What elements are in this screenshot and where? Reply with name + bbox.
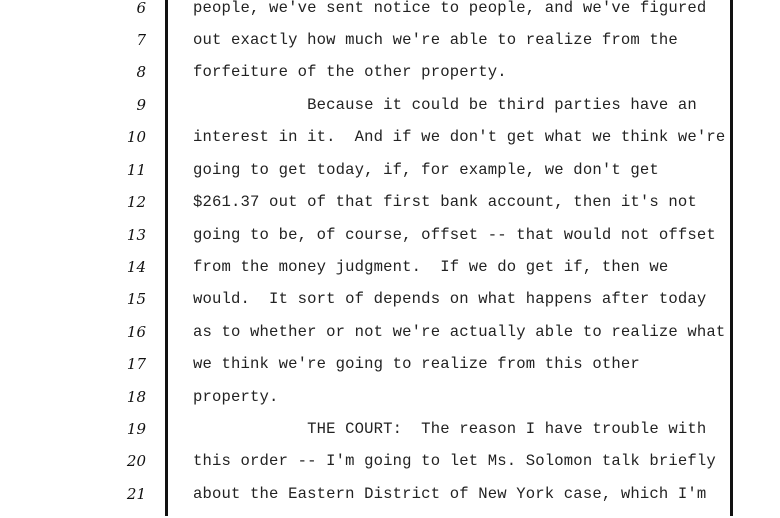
transcript-line <box>0 453 780 485</box>
line-text: about the Eastern District of New York case, which I'm <box>193 485 707 503</box>
transcript-line <box>0 227 780 259</box>
line-text: interest in it. And if we don't get what we think we're <box>193 128 726 146</box>
transcript-line <box>0 291 780 323</box>
line-number: 13 <box>126 226 146 244</box>
transcript-line <box>0 389 780 421</box>
transcript-line <box>0 324 780 356</box>
line-number: 15 <box>126 290 146 308</box>
line-text: Because it could be third parties have an <box>193 96 697 114</box>
transcript-line <box>0 97 780 129</box>
line-number: 17 <box>126 355 146 373</box>
transcript-line <box>0 486 780 518</box>
line-number: 9 <box>136 96 146 114</box>
line-number: 12 <box>126 193 146 211</box>
line-text: people, we've sent notice to people, and we've figured <box>193 0 707 17</box>
line-number: 6 <box>136 0 146 17</box>
line-number: 14 <box>126 258 146 276</box>
transcript-line <box>0 259 780 291</box>
line-text: THE COURT: The reason I have trouble with <box>193 420 707 438</box>
line-text: this order -- I'm going to let Ms. Solomon talk briefly <box>193 452 716 470</box>
line-number: 10 <box>126 128 146 146</box>
transcript-line <box>0 356 780 388</box>
transcript-line <box>0 162 780 194</box>
line-text: as to whether or not we're actually able to realize what <box>193 323 726 341</box>
line-number: 21 <box>126 485 146 503</box>
line-number: 8 <box>136 63 146 81</box>
line-text: we think we're going to realize from this other <box>193 355 640 373</box>
line-text: property. <box>193 388 279 406</box>
line-number: 7 <box>136 31 146 49</box>
line-text: going to be, of course, offset -- that would not offset <box>193 226 716 244</box>
transcript-line <box>0 194 780 226</box>
line-text: forfeiture of the other property. <box>193 63 507 81</box>
transcript-line <box>0 129 780 161</box>
line-text: out exactly how much we're able to realize from the <box>193 31 678 49</box>
line-number: 19 <box>126 420 146 438</box>
line-number: 11 <box>126 161 146 179</box>
line-text: $261.37 out of that first bank account, then it's not <box>193 193 697 211</box>
line-text: would. It sort of depends on what happens after today <box>193 290 707 308</box>
transcript-line <box>0 32 780 64</box>
line-text: going to get today, if, for example, we don't get <box>193 161 659 179</box>
transcript-line <box>0 0 780 32</box>
transcript-line <box>0 64 780 96</box>
line-number: 20 <box>126 452 146 470</box>
line-number: 16 <box>126 323 146 341</box>
line-text: from the money judgment. If we do get if, then we <box>193 258 669 276</box>
line-number: 18 <box>126 388 146 406</box>
transcript-line <box>0 421 780 453</box>
